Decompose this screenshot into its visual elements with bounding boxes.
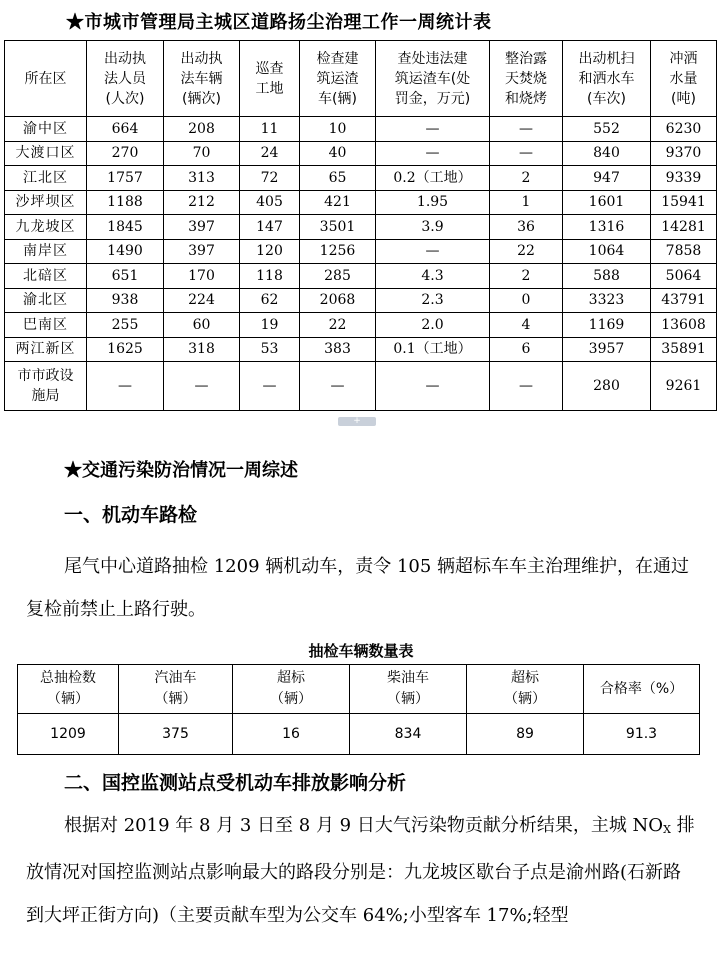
header-sweeper-trucks: 出动机扫 和洒水车 (车次)	[563, 41, 651, 117]
table-cell: 1757	[87, 166, 164, 191]
table-cell: 383	[300, 337, 376, 362]
table-cell-district: 两江新区	[5, 337, 87, 362]
table-cell: 285	[300, 264, 376, 289]
header-enforcement-vehicles: 出动执 法车辆 (辆次)	[164, 41, 240, 117]
district-dust-table-title: ★市城市管理局主城区道路扬尘治理工作一周统计表	[66, 12, 492, 33]
table-cell-district: 沙坪坝区	[5, 190, 87, 215]
table-cell: 3323	[563, 288, 651, 313]
table-row	[5, 190, 717, 215]
table-row	[5, 264, 717, 289]
table-cell: 2.0	[376, 313, 490, 338]
table-cell: 1845	[87, 215, 164, 240]
table-cell: —	[376, 239, 490, 264]
table-cell: 9370	[651, 141, 717, 166]
table-cell: 212	[164, 190, 240, 215]
table-cell: 313	[164, 166, 240, 191]
table-cell: 664	[87, 117, 164, 142]
header-pass-rate: 合格率（%）	[584, 665, 700, 714]
table-cell: —	[490, 362, 563, 411]
table-cell: 0.1（工地）	[376, 337, 490, 362]
header-district: 所在区	[5, 41, 87, 117]
table-cell: —	[87, 362, 164, 411]
header-enforcement-staff: 出动执 法人员 (人次)	[87, 41, 164, 117]
table-cell: 421	[300, 190, 376, 215]
table-row	[5, 117, 717, 142]
table-cell: —	[376, 117, 490, 142]
table-cell: 43791	[651, 288, 717, 313]
table-cell: 1169	[563, 313, 651, 338]
district-dust-table	[4, 40, 717, 411]
table-cell: 118	[240, 264, 300, 289]
header-gasoline-exceeding: 超标 （辆）	[233, 665, 350, 714]
inspection-table	[17, 664, 700, 755]
traffic-section-title: ★交通污染防治情况一周综述	[64, 460, 298, 481]
table-cell: 0.2（工地）	[376, 166, 490, 191]
table-cell-district: 江北区	[5, 166, 87, 191]
table-row	[5, 215, 717, 240]
table-row	[5, 239, 717, 264]
table-cell: —	[490, 141, 563, 166]
header-diesel-exceeding: 超标 （辆）	[467, 665, 584, 714]
table-cell: 24	[240, 141, 300, 166]
table-cell: 651	[87, 264, 164, 289]
table-cell: 2	[490, 166, 563, 191]
table-cell-district: 北碚区	[5, 264, 87, 289]
table-cell: 208	[164, 117, 240, 142]
table-cell: 0	[490, 288, 563, 313]
plus-icon: +	[353, 416, 361, 426]
table-cell: 10	[300, 117, 376, 142]
heading-vehicle-inspection: 一、机动车路检	[64, 504, 198, 526]
table-row	[5, 166, 717, 191]
table-cell: 1209	[18, 714, 119, 755]
table-cell-district: 渝北区	[5, 288, 87, 313]
header-diesel-vehicles: 柴油车 （辆）	[350, 665, 467, 714]
table-cell: 4.3	[376, 264, 490, 289]
table-cell: 22	[300, 313, 376, 338]
table-cell: 255	[87, 313, 164, 338]
table-cell: 1188	[87, 190, 164, 215]
paragraph-analysis: 根据对 2019 年 8 月 3 日至 8 月 9 日大气污染物贡献分析结果，主城 NOX 排放情况对国控监测站点影响最大的路段分别是：九龙坡区歇台子点是渝州路(石新路到大坪正街方向)（主要贡献车型为公交车 64%;小型客车 17%;轻型	[26, 815, 695, 926]
table-cell: 40	[300, 141, 376, 166]
table-cell: 13608	[651, 313, 717, 338]
table-cell: 7858	[651, 239, 717, 264]
table-header-row	[18, 665, 700, 714]
table-cell: 280	[563, 362, 651, 411]
table-cell: 1601	[563, 190, 651, 215]
table-cell: 36	[490, 215, 563, 240]
inspection-table-title: 抽检车辆数量表	[308, 642, 414, 660]
table-cell: 552	[563, 117, 651, 142]
table-cell: 2.3	[376, 288, 490, 313]
paragraph-inspection: 尾气中心道路抽检 1209 辆机动车，责令 105 辆超标车车主治理维护，在通过复检前禁止上路行驶。	[26, 556, 690, 620]
table-cell: 6230	[651, 117, 717, 142]
table-cell: 1	[490, 190, 563, 215]
table-row	[5, 337, 717, 362]
table-cell: 405	[240, 190, 300, 215]
table-cell: 1316	[563, 215, 651, 240]
table-cell: 397	[164, 239, 240, 264]
table-cell: 834	[350, 714, 467, 755]
table-cell: 270	[87, 141, 164, 166]
table-cell: 15941	[651, 190, 717, 215]
table-cell: 947	[563, 166, 651, 191]
table-row	[18, 714, 700, 755]
subscript-x: X	[663, 823, 671, 836]
table-cell: 1.95	[376, 190, 490, 215]
table-cell: 1256	[300, 239, 376, 264]
table-cell: 2	[490, 264, 563, 289]
table-cell-district: 九龙坡区	[5, 215, 87, 240]
header-water-volume: 冲洒 水量 (吨)	[651, 41, 717, 117]
table-cell: 3957	[563, 337, 651, 362]
table-cell: 62	[240, 288, 300, 313]
table-cell: 9339	[651, 166, 717, 191]
table-cell: —	[376, 362, 490, 411]
table-cell: 35891	[651, 337, 717, 362]
table-cell: 938	[87, 288, 164, 313]
table-cell-district: 大渡口区	[5, 141, 87, 166]
header-trucks-checked: 检查建 筑运渣 车(辆)	[300, 41, 376, 117]
table-row	[5, 362, 717, 411]
table-cell-district: 渝中区	[5, 117, 87, 142]
table-cell: —	[164, 362, 240, 411]
table-cell: 4	[490, 313, 563, 338]
table-cell: 1625	[87, 337, 164, 362]
table-cell: 70	[164, 141, 240, 166]
table-cell: —	[240, 362, 300, 411]
table-cell: 91.3	[584, 714, 700, 755]
table-cell: 1490	[87, 239, 164, 264]
table-cell: 5064	[651, 264, 717, 289]
table-header-row	[5, 41, 717, 117]
table-cell: 11	[240, 117, 300, 142]
table-cell-district: 巴南区	[5, 313, 87, 338]
table-cell: 3501	[300, 215, 376, 240]
table-row	[5, 288, 717, 313]
table-cell: 588	[563, 264, 651, 289]
table-cell: —	[490, 117, 563, 142]
table-cell: 840	[563, 141, 651, 166]
table-cell: —	[300, 362, 376, 411]
header-violation-fines: 查处违法建 筑运渣车(处 罚金，万元)	[376, 41, 490, 117]
table-cell: 397	[164, 215, 240, 240]
table-cell: 120	[240, 239, 300, 264]
table-cell-district: 南岸区	[5, 239, 87, 264]
header-gasoline-vehicles: 汽油车 （辆）	[119, 665, 233, 714]
header-total-inspected: 总抽检数 （辆）	[18, 665, 119, 714]
table-cell: 19	[240, 313, 300, 338]
table-cell: 224	[164, 288, 240, 313]
table-cell: 14281	[651, 215, 717, 240]
table-row	[5, 141, 717, 166]
table-cell: 318	[164, 337, 240, 362]
table-cell: 3.9	[376, 215, 490, 240]
table-cell: 72	[240, 166, 300, 191]
table-cell: 60	[164, 313, 240, 338]
table-resize-handle[interactable]	[338, 417, 376, 426]
table-cell: 1064	[563, 239, 651, 264]
table-cell: 53	[240, 337, 300, 362]
table-cell: 6	[490, 337, 563, 362]
table-cell: 65	[300, 166, 376, 191]
table-cell: 89	[467, 714, 584, 755]
table-cell: 22	[490, 239, 563, 264]
table-cell: 147	[240, 215, 300, 240]
heading-monitoring-analysis: 二、国控监测站点受机动车排放影响分析	[64, 772, 407, 794]
table-row	[5, 313, 717, 338]
table-cell: 16	[233, 714, 350, 755]
table-cell: 2068	[300, 288, 376, 313]
table-cell: 170	[164, 264, 240, 289]
table-cell: 375	[119, 714, 233, 755]
header-open-burning: 整治露 天焚烧 和烧烤	[490, 41, 563, 117]
table-cell: —	[376, 141, 490, 166]
table-cell-district: 市市政设 施局	[5, 362, 87, 411]
table-cell: 9261	[651, 362, 717, 411]
header-site-patrol: 巡查 工地	[240, 41, 300, 117]
